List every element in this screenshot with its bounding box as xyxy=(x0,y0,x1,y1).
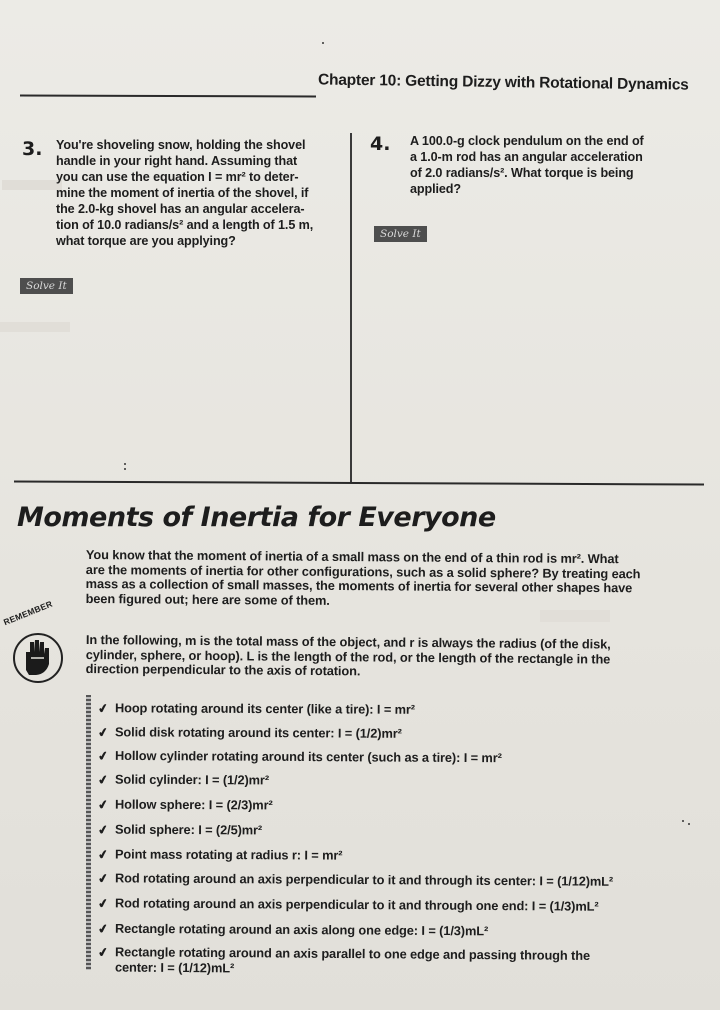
solve-it-button-4[interactable]: Solve It xyxy=(374,226,427,242)
intro-line: are the moments of inertia for other configurations, such as a solid sphere? By treating each xyxy=(85,561,641,581)
list-item: ✔ Hollow cylinder rotating around its center (such as a tire): I = mr² xyxy=(96,747,502,766)
list-item: ✔ Rectangle rotating around an axis along one edge: I = (1/3)mL² xyxy=(96,920,489,939)
checkmark-icon: ✔ xyxy=(96,921,110,937)
list-item: ✔ Rod rotating around an axis perpendicular to it and through its center: I = (1/12)mL² xyxy=(96,870,614,889)
checkmark-icon: ✔ xyxy=(96,870,110,887)
speck xyxy=(124,468,126,470)
remember-icon xyxy=(2,598,66,686)
problem-4-number: 4. xyxy=(370,133,391,155)
checkmark-icon: ✔ xyxy=(96,944,110,961)
problem-4-line: a 1.0-m rod has an angular acceleration xyxy=(410,150,643,164)
remember-line: cylinder, sphere, or hoop). L is the length of the rod, or the length of the rectangle in the xyxy=(85,646,611,667)
problem-3-line: tion of 10.0 radians/s² and a length of 1.5 m, xyxy=(56,218,314,232)
problem-4-line: applied? xyxy=(410,182,461,196)
problem-4-line: of 2.0 radians/s². What torque is being xyxy=(410,166,634,180)
problem-3-line: you can use the equation I = mr² to deter- xyxy=(56,170,299,184)
problem-3-line: handle in your right hand. Assuming that xyxy=(56,154,298,168)
list-item: ✔ Hoop rotating around its center (like a tire): I = mr² xyxy=(96,700,416,717)
list-item: ✔ Hollow sphere: I = (2/3)mr² xyxy=(96,796,273,813)
list-item: ✔ Solid cylinder: I = (1/2)mr² xyxy=(96,771,270,788)
list-item: ✔ Point mass rotating at radius r: I = mr² xyxy=(96,846,343,863)
remember-label: REMEMBER xyxy=(2,598,54,628)
checkmark-icon: ✔ xyxy=(96,772,110,788)
problem-3-text xyxy=(56,137,313,249)
problem-3-line: the 2.0-kg shovel has an angular accelera- xyxy=(56,202,305,216)
checkmark-icon: ✔ xyxy=(96,748,110,764)
list-item-continuation: center: I = (1/12)mL² xyxy=(114,959,235,976)
list-item: ✔ Rod rotating around an axis perpendicular to it and through one end: I = (1/3)mL² xyxy=(96,895,599,914)
remember-paragraph xyxy=(86,633,702,682)
checkmark-icon: ✔ xyxy=(96,846,110,863)
speck xyxy=(322,42,324,44)
intro-line: You know that the moment of inertia of a small mass on the end of a thin rod is mr². What xyxy=(85,547,619,567)
side-rail xyxy=(86,695,91,970)
problem-4-line: A 100.0-g clock pendulum on the end of xyxy=(410,134,644,148)
remember-hand-icon xyxy=(4,618,66,686)
remember-line: In the following, m is the total mass of the object, and r is always the radius (of the disk, xyxy=(85,632,611,652)
checkmark-icon: ✔ xyxy=(96,797,110,813)
bleed-through-mark xyxy=(0,322,70,332)
checkmark-icon: ✔ xyxy=(96,895,110,912)
list-item: ✔ Solid sphere: I = (2/5)mr² xyxy=(96,821,263,838)
problem-4-text xyxy=(410,133,644,197)
bleed-through-mark xyxy=(2,180,62,190)
intro-line: mass as a collection of small masses, the moments of inertia for several other shapes have xyxy=(85,575,633,596)
speck xyxy=(124,463,126,465)
speck xyxy=(688,823,690,825)
problem-3-line: what torque are you applying? xyxy=(56,234,236,248)
checkmark-icon: ✔ xyxy=(96,822,110,838)
intro-line: been figured out; here are some of them. xyxy=(85,590,330,608)
checkmark-icon: ✔ xyxy=(96,700,110,717)
list-item: ✔ Solid disk rotating around its center: I = (1/2)mr² xyxy=(96,724,402,741)
remember-line: direction perpendicular to the axis of rotation. xyxy=(85,660,361,679)
chapter-title: Chapter 10: Getting Dizzy with Rotational Dynamics xyxy=(317,71,689,94)
problem-3-number: 3. xyxy=(22,138,43,160)
header-rule xyxy=(20,94,316,97)
bleed-through-mark xyxy=(540,610,610,622)
solve-it-button-3[interactable]: Solve It xyxy=(20,278,73,294)
checkmark-icon: ✔ xyxy=(96,724,110,741)
speck xyxy=(682,820,684,822)
section-rule xyxy=(14,480,704,485)
problem-3-line: mine the moment of inertia of the shovel, if xyxy=(56,186,309,200)
section-title: Moments of Inertia for Everyone xyxy=(17,502,496,533)
intro-paragraph xyxy=(86,548,702,611)
list-item: ✔ Rectangle rotating around an axis parallel to one edge and passing through the xyxy=(96,944,591,963)
problem-3-line: You're shoveling snow, holding the shovel xyxy=(56,138,306,152)
column-divider xyxy=(350,133,352,483)
